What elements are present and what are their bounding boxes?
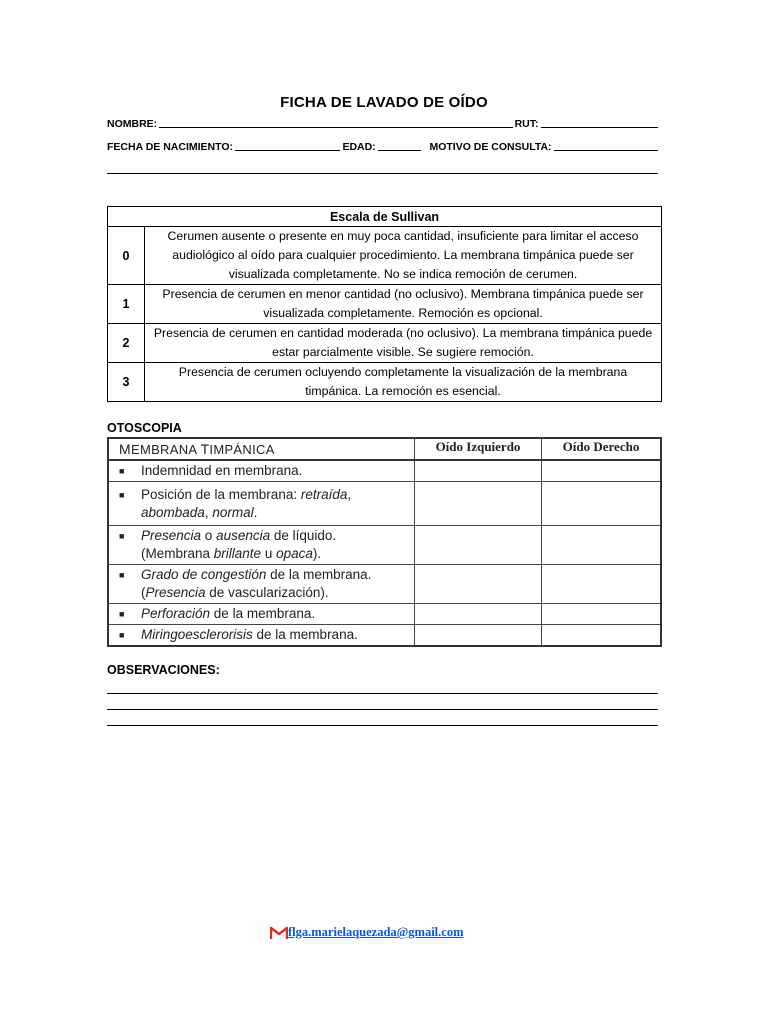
- description-cell: Presencia de cerumen ocluyendo completamente la visualización de la membrana timpánica. La remoción es esencial.: [145, 363, 662, 402]
- right-ear-cell[interactable]: [542, 460, 662, 482]
- right-ear-cell[interactable]: [542, 604, 662, 625]
- bullet-icon: ■: [119, 630, 125, 640]
- gmail-icon: [270, 926, 288, 940]
- bullet-icon: ■: [119, 531, 125, 541]
- fecha-nacimiento-label: FECHA DE NACIMIENTO:: [107, 141, 233, 153]
- right-ear-cell[interactable]: [542, 526, 662, 565]
- table-row: [108, 565, 661, 604]
- left-ear-cell[interactable]: [415, 625, 542, 647]
- edad-label: EDAD:: [342, 141, 376, 153]
- table-row: [108, 625, 661, 647]
- item-congestion: ■ Grado de congestión de la membrana. (Presencia de vascularización).: [108, 565, 415, 604]
- left-ear-cell[interactable]: [415, 526, 542, 565]
- otoscopia-table: [107, 437, 662, 647]
- sullivan-title: Escala de Sullivan: [108, 207, 662, 227]
- document-title: FICHA DE LAVADO DE OÍDO: [280, 94, 488, 111]
- table-row: [108, 604, 661, 625]
- grade-cell: 2: [108, 324, 145, 363]
- left-ear-cell[interactable]: [415, 482, 542, 526]
- bullet-icon: ■: [119, 489, 125, 500]
- oido-izquierdo-header: Oído Izquierdo: [415, 438, 542, 460]
- table-row: [108, 460, 661, 482]
- item-perforacion: ■ Perforación de la membrana.: [108, 604, 415, 625]
- row-fecha-edad-motivo: [107, 139, 660, 153]
- item-liquido: ■ Presencia o ausencia de líquido. (Membrana brillante u opaca).: [108, 526, 415, 565]
- item-indemnidad: ■ Indemnidad en membrana.: [108, 460, 415, 482]
- email-link[interactable]: flga.marielaquezada@gmail.com: [288, 925, 464, 939]
- item-posicion: ■ Posición de la membrana: retraída, abombada, normal.: [108, 482, 415, 526]
- motivo-extra-line[interactable]: [107, 173, 658, 174]
- right-ear-cell[interactable]: [542, 565, 662, 604]
- fecha-nacimiento-blank[interactable]: [235, 139, 340, 151]
- table-row: [108, 285, 662, 324]
- table-row: [108, 363, 662, 402]
- otoscopia-label: OTOSCOPIA: [107, 421, 182, 435]
- grade-cell: 0: [108, 227, 145, 285]
- edad-blank[interactable]: [378, 139, 422, 151]
- observaciones-line[interactable]: [107, 725, 658, 726]
- left-ear-cell[interactable]: [415, 604, 542, 625]
- motivo-blank[interactable]: [554, 139, 658, 151]
- rut-blank[interactable]: [541, 116, 658, 128]
- oido-derecho-header: Oído Derecho: [542, 438, 662, 460]
- grade-cell: 3: [108, 363, 145, 402]
- bullet-icon: ■: [119, 466, 125, 476]
- table-row: [108, 227, 662, 285]
- membrana-timpanica-header: MEMBRANA TIMPÁNICA: [108, 438, 415, 460]
- motivo-label: MOTIVO DE CONSULTA:: [429, 141, 552, 153]
- right-ear-cell[interactable]: [542, 625, 662, 647]
- otoscopia-header-row: [108, 438, 661, 460]
- table-row: [108, 482, 661, 526]
- right-ear-cell[interactable]: [542, 482, 662, 526]
- description-cell: Presencia de cerumen en cantidad moderada (no oclusivo). La membrana timpánica puede estar parcialmente visible. Se sugiere remoción.: [145, 324, 662, 363]
- observaciones-line[interactable]: [107, 709, 658, 710]
- table-row: [108, 526, 661, 565]
- grade-cell: 1: [108, 285, 145, 324]
- description-cell: Presencia de cerumen en menor cantidad (no oclusivo). Membrana timpánica puede ser visualizada completamente. Remoción es opcional.: [145, 285, 662, 324]
- rut-label: RUT:: [514, 118, 539, 130]
- nombre-blank[interactable]: [159, 116, 512, 128]
- row-nombre-rut: [107, 116, 660, 130]
- left-ear-cell[interactable]: [415, 460, 542, 482]
- bullet-icon: ■: [119, 570, 125, 580]
- footer: [270, 925, 464, 940]
- nombre-label: NOMBRE:: [107, 118, 158, 130]
- observaciones-line[interactable]: [107, 693, 658, 694]
- left-ear-cell[interactable]: [415, 565, 542, 604]
- description-cell: Cerumen ausente o presente en muy poca cantidad, insuficiente para limitar el acceso audiológico al oído para cualquier procedimiento. La membrana timpánica puede ser visualizada completamente. No se indica remoción de cerumen.: [145, 227, 662, 285]
- item-miringoesclerosis: ■ Miringoesclerorisis de la membrana.: [108, 625, 415, 647]
- bullet-icon: ■: [119, 609, 125, 619]
- table-row: [108, 324, 662, 363]
- sullivan-table: [107, 206, 662, 402]
- observaciones-label: OBSERVACIONES:: [107, 663, 220, 677]
